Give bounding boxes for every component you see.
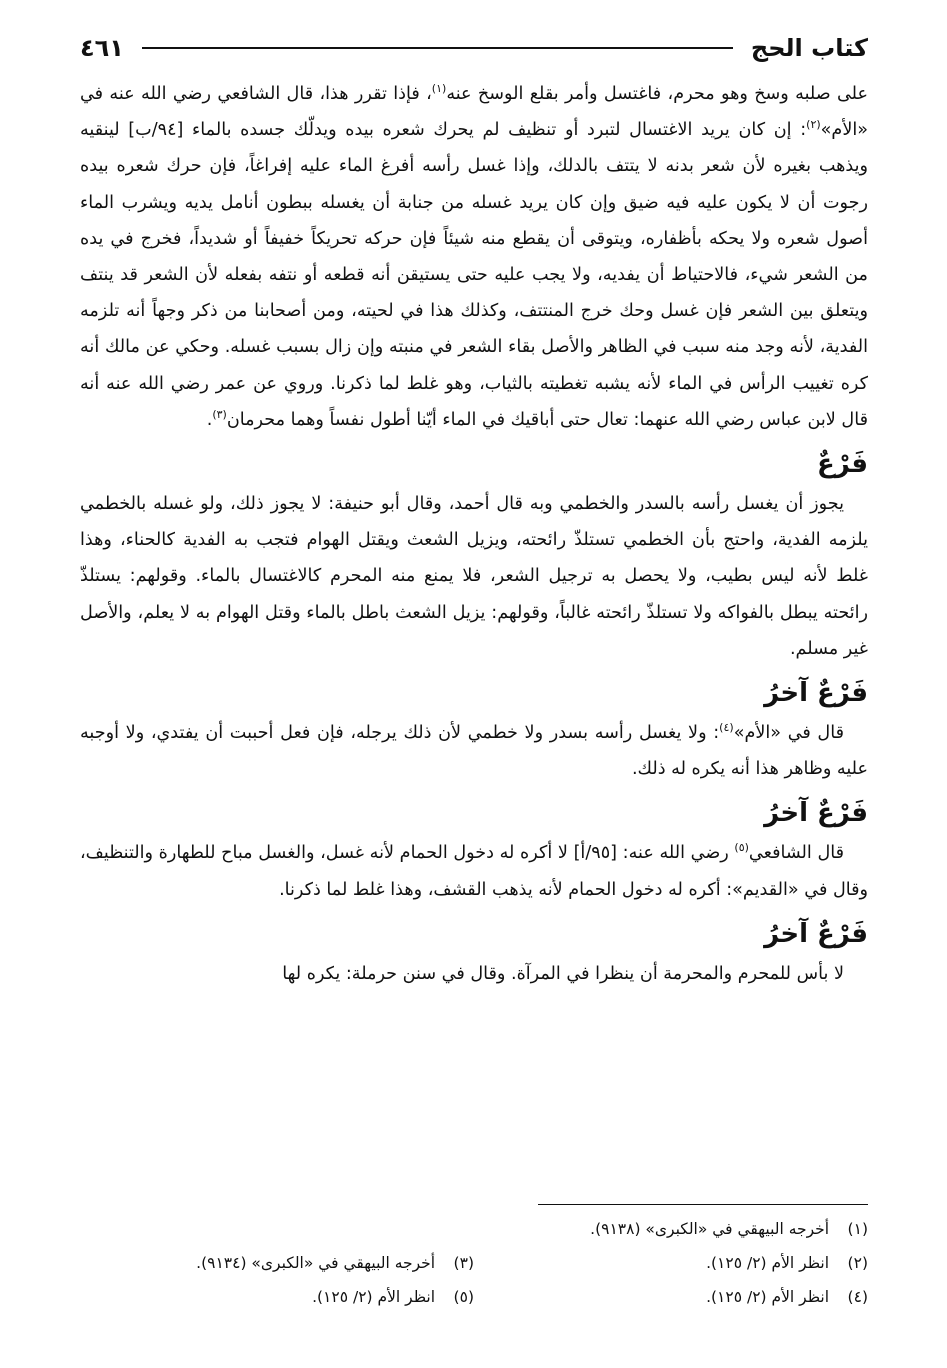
paragraph-1-text-d: . (206, 409, 213, 430)
paragraph-1-text-b: ، فإذا تقرر هذا، قال الشافعي رضي الله عنه في «الأم» (80, 84, 868, 141)
paragraph-2: يجوز أن يغسل رأسه بالسدر والخطمي وبه قال أحمد، وقال أبو حنيفة: لا يجوز ذلك، ولو غسله بالخطمي يلزمه الفدية، واحتج بأن الخطمي تستلذّ رائحته، ويزيل الشعث ويقتل الهوام فتجب به الفدية كالحناء، وهذا غلط لأنه ليس بطيب، ولا يحصل به ترجيل الشعر، فلا يمنع منه المحرم كالاغتسال بالماء. وقولهم: يستلذّ رائحته يبطل بالفواكه ولا تستلذّ رائحته غالباً، وقولهم: يزيل الشعث باطل بالماء وقتل الهوام به لا يعلم، والأصل غير مسلم. (80, 494, 868, 659)
paragraph-1-text-a: على صلبه وسخ وهو محرم، فاغتسل وأمر بقلع الوسخ عنه (446, 84, 868, 104)
footnote-ref-1: (١) (431, 82, 447, 96)
page-header (80, 28, 868, 68)
footnote-number: (٤) (847, 1288, 868, 1306)
paragraph-1 (80, 76, 868, 438)
paragraph-3 (80, 715, 868, 787)
footnote-rule (538, 1204, 868, 1205)
footnote-ref-5: (٥) (734, 841, 749, 855)
footnote-ref-2: (٢) (806, 118, 821, 132)
footnote-ref-4: (٤) (719, 721, 734, 735)
main-text (80, 76, 868, 992)
footnotes-list (80, 1215, 868, 1311)
footnote-text: انظر الأم (٢/ ١٢٥). (312, 1288, 436, 1306)
paragraph-4-text-a: قال الشافعي (748, 843, 844, 864)
footnotes-section (80, 1204, 868, 1311)
section-heading-4: فَرْعٌ آخرُ (764, 918, 868, 949)
footnote-2 (474, 1249, 868, 1277)
book-page (80, 28, 868, 1348)
footnote-number: (١) (847, 1220, 868, 1238)
book-title: كتاب الحج (750, 34, 868, 62)
footnote-ref-3: (٣) (212, 407, 227, 421)
paragraph-3-text-b: : ولا يغسل رأسه بسدر ولا خطمي لأن ذلك يرجله، فإن فعل أحببت أن يفتدي، ولا أوجبه عليه وظاهر هذا أنه يكره له ذلك. (80, 723, 868, 780)
paragraph-4-text-b: رضي الله عنه: [٩٥/أ] لا أكره له دخول الحمام لأنه غسل، والغسل مباح للطهارة والتنظيف، وقال في «القديم»: أكره له دخول الحمام لأنه يذهب القشف، وهذا غلط لما ذكرنا. (80, 843, 868, 900)
footnote-3 (80, 1249, 474, 1277)
section-heading-1: فَرْعٌ (817, 449, 868, 480)
section-heading-2: فَرْعٌ آخرُ (764, 678, 868, 709)
footnote-4 (474, 1283, 868, 1311)
footnote-text: أخرجه البيهقي في «الكبرى» (٩١٣٨). (590, 1220, 830, 1238)
paragraph-1-text-c: : إن كان يريد الاغتسال لتبرد أو تنظيف لم يحرك شعره بيده ويدلّك جسده بالماء [٩٤/ب] لينقيه ويذهب بغيره لأن شعر بدنه لا يتتف بالدلك، وإذا غسل رأسه أفرغ الماء عليه إفراغاً، فإن حرك شعره بيده رجوت أن لا يكون عليه فيه ضيق وإن كان يريد غسله من جنابة أن يغسله ببطون أنامل يديه ويشرب الماء أصول شعره ولا يحكه بأظفاره، ويتوقى أن يقطع منه شيئاً فإن حركه تحريكاً خفيفاً أو شديداً، فخرج في يده من الشعر شيء، فالاحتياط أن يفديه، ولا يجب عليه حتى يستيقن أنه قطعه أو نتفه بفعله لأن الشعر قد ينتف ويتعلق بين الشعر فإن غسل وحك خرج المنتتف، وكذلك هذا في لحيته، ومن أصحابنا من ذكر وجهاً أنه تلزمه الفدية، لأنه وجد منه سبب في الظاهر والأصل بقاء الشعر في منبته وإن زال بسبب غسله. وحكي عن مالك أنه كره تغييب الرأس في الماء لأنه يشبه تغطيته بالثياب، وهو غلط لما ذكرنا. وروي عن عمر رضي الله عنه أنه قال لابن عباس رضي الله عنهما: تعال حتى أباقيك في الماء أيّنا أطول نفساً وهما محرمان (80, 120, 868, 430)
footnote-text: انظر الأم (٢/ ١٢٥). (706, 1254, 830, 1272)
footnote-text: أخرجه البيهقي في «الكبرى» (٩١٣٤). (196, 1254, 436, 1272)
section-heading-3: فَرْعٌ آخرُ (764, 798, 868, 829)
footnote-number: (٢) (847, 1254, 868, 1272)
footnote-5 (80, 1283, 474, 1311)
footnote-text: انظر الأم (٢/ ١٢٥). (706, 1288, 830, 1306)
paragraph-5: لا بأس للمحرم والمحرمة أن ينظرا في المرآة. وقال في سنن حرملة: يكره لها (282, 963, 844, 984)
footnote-number: (٥) (453, 1288, 474, 1306)
page-number: ٤٦١ (80, 34, 124, 62)
footnote-number: (٣) (453, 1254, 474, 1272)
paragraph-4 (80, 835, 868, 907)
paragraph-3-text-a: قال في «الأم» (733, 723, 844, 744)
footnote-1 (80, 1215, 868, 1243)
header-rule (142, 47, 733, 49)
